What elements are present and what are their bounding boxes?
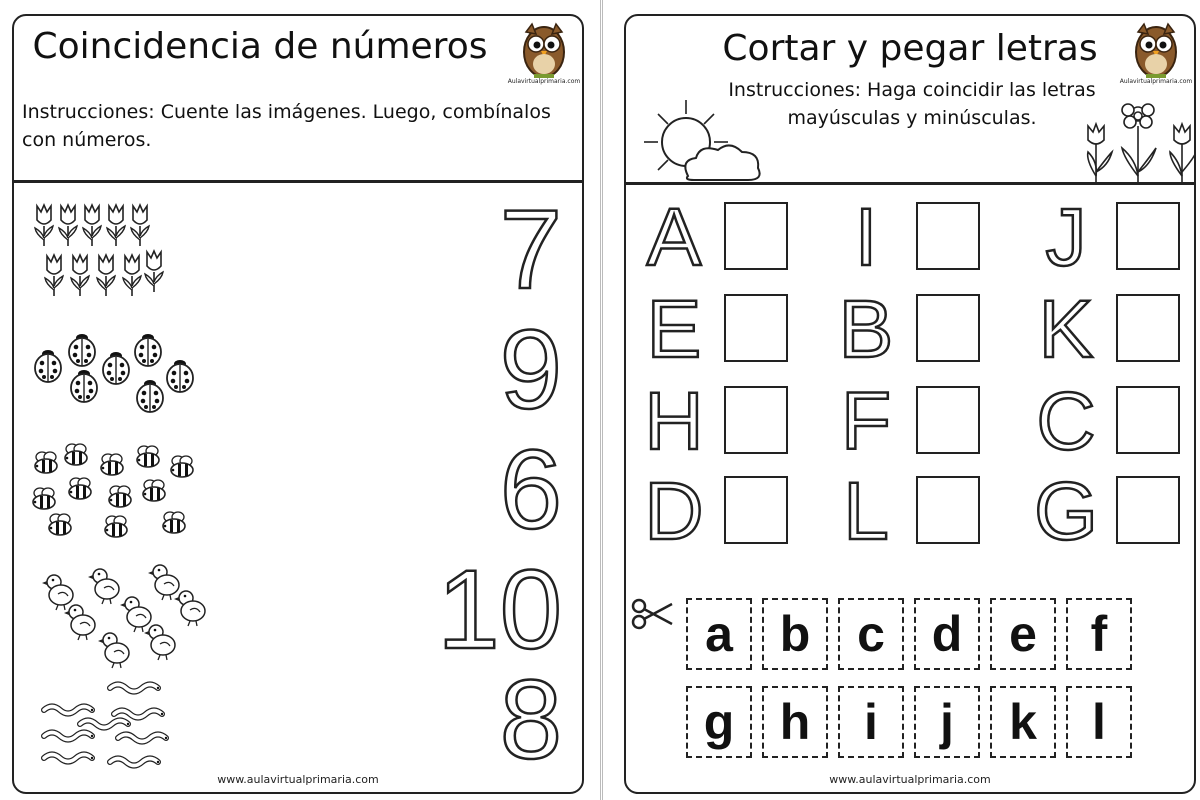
footer-website: www.aulavirtualprimaria.com [829, 773, 991, 786]
uppercase-letter [1034, 466, 1098, 557]
paste-box[interactable] [1116, 202, 1180, 270]
ladybug-icon-group [24, 316, 224, 436]
outlined-letter: J [1045, 192, 1087, 283]
paste-box[interactable] [1116, 294, 1180, 362]
outlined-letter: G [1034, 466, 1098, 557]
uppercase-letter [1034, 376, 1098, 467]
uppercase-letter [834, 466, 898, 557]
logo-caption: Aulavirtualprimaria.com [507, 78, 581, 85]
outlined-letter: L [843, 466, 889, 557]
cutout-letter-card[interactable]: b [762, 598, 828, 670]
letter-matching-sheet [624, 14, 1196, 794]
paste-box[interactable] [916, 386, 980, 454]
cutout-letter-card[interactable]: d [914, 598, 980, 670]
outlined-letter: D [644, 466, 704, 557]
paste-box[interactable] [724, 386, 788, 454]
uppercase-letter [642, 284, 706, 375]
outlined-letter: E [646, 284, 702, 375]
owl-logo [504, 22, 584, 92]
count-row [14, 427, 582, 556]
header-divider [14, 180, 582, 183]
uppercase-letter [834, 376, 898, 467]
tulip-icon-group [24, 196, 224, 316]
paste-box[interactable] [916, 294, 980, 362]
uppercase-letter [834, 284, 898, 375]
paste-box[interactable] [916, 476, 980, 544]
scissors-icon [630, 594, 674, 634]
outlined-number: 7 [499, 187, 562, 312]
outlined-letter: I [854, 192, 878, 283]
cutout-letter-card[interactable]: h [762, 686, 828, 758]
header-divider [626, 182, 1194, 185]
instructions-text: Instrucciones: Cuente las imágenes. Luego, combínalos con números. [22, 101, 551, 151]
outlined-letter: H [644, 376, 704, 467]
outlined-letter: A [646, 192, 702, 283]
cutout-letter-card[interactable]: k [990, 686, 1056, 758]
owl-icon [504, 22, 584, 80]
logo-caption: Aulavirtualprimaria.com [1119, 78, 1193, 85]
owl-icon [1116, 22, 1196, 80]
worm-icon-group [24, 666, 224, 786]
owl-logo [1116, 22, 1196, 92]
outlined-letter: K [1038, 284, 1094, 375]
outlined-letter: F [840, 376, 892, 467]
cutout-letter-card[interactable]: j [914, 686, 980, 758]
outlined-number: 6 [499, 427, 562, 552]
paste-box[interactable] [724, 202, 788, 270]
uppercase-letter [642, 376, 706, 467]
cutout-letter-card[interactable]: g [686, 686, 752, 758]
uppercase-letter [834, 192, 898, 283]
cutout-letter-card[interactable]: i [838, 686, 904, 758]
page-divider [600, 0, 603, 800]
count-row [14, 307, 582, 436]
paste-box[interactable] [724, 476, 788, 544]
instructions-text: Instrucciones: Haga coincidir las letras mayúsculas y minúsculas. [728, 79, 1096, 129]
chick-icon-group [24, 556, 224, 676]
cutout-letter-card[interactable]: l [1066, 686, 1132, 758]
paste-box[interactable] [1116, 386, 1180, 454]
paste-box[interactable] [916, 202, 980, 270]
uppercase-letter [642, 466, 706, 557]
number-matching-sheet [12, 14, 584, 794]
cutout-letter-card[interactable]: c [838, 598, 904, 670]
page-title: Cortar y pegar letras [722, 28, 1098, 69]
page-title: Coincidencia de números [32, 26, 488, 67]
uppercase-letter [1034, 192, 1098, 283]
cutout-letter-card[interactable]: a [686, 598, 752, 670]
footer-website: www.aulavirtualprimaria.com [217, 773, 379, 786]
uppercase-letter [1034, 284, 1098, 375]
outlined-letter: C [1036, 376, 1096, 467]
count-row [14, 547, 582, 676]
paste-box[interactable] [724, 294, 788, 362]
outlined-number: 8 [499, 657, 562, 782]
cutout-letter-card[interactable]: e [990, 598, 1056, 670]
outlined-letter: B [838, 284, 894, 375]
cutout-letter-card[interactable]: f [1066, 598, 1132, 670]
bee-icon-group [24, 436, 224, 556]
count-row [14, 657, 582, 786]
outlined-number: 9 [499, 307, 562, 432]
count-row [14, 187, 582, 316]
paste-box[interactable] [1116, 476, 1180, 544]
uppercase-letter [642, 192, 706, 283]
outlined-number: 10 [437, 547, 562, 672]
